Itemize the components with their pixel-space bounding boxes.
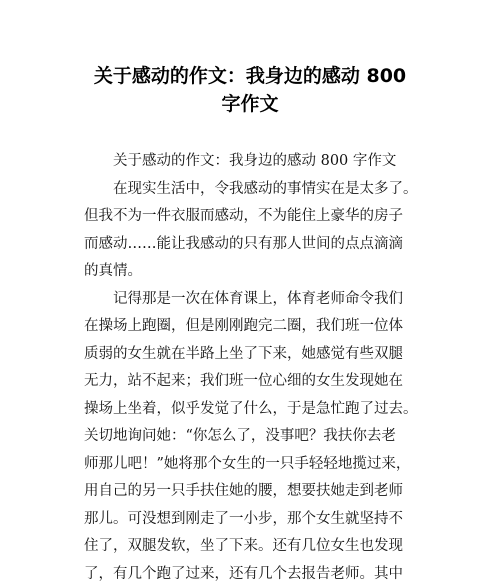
paragraph-line: 用自己的另一只手扶住她的腰，想要扶她走到老师	[84, 478, 424, 506]
intro-paragraph	[84, 148, 424, 176]
paragraph-line: 住了，双腿发软，坐了下来。还有几位女生也发现	[84, 533, 424, 561]
document-title-line-2: 字作文	[60, 90, 440, 118]
body-paragraph-1	[84, 176, 424, 286]
paragraph-line: 但我不为一件衣服而感动，不为能住上豪华的房子	[84, 203, 424, 231]
paragraph-line: 质弱的女生就在半路上坐了下来，她感觉有些双腿	[84, 341, 424, 369]
paragraph-line: 操场上坐着，似乎发觉了什么，于是急忙跑了过去。	[84, 396, 424, 424]
paragraph-line: 记得那是一次在体育课上，体育老师命令我们	[84, 286, 424, 314]
paragraph-line: 在现实生活中，令我感动的事情实在是太多了。	[84, 176, 424, 204]
paragraph-line: 师那儿吧！”她将那个女生的一只手轻轻地揽过来，	[84, 451, 424, 479]
paragraph-line: 那儿。可没想到刚走了一小步，那个女生就坚持不	[84, 506, 424, 534]
paragraph-line: 而感动……能让我感动的只有那人世间的点点滴滴	[84, 231, 424, 259]
paragraph-line: 关切地询问她：“你怎么了，没事吧？我扶你去老	[84, 423, 424, 451]
document-title-line-1: 关于感动的作文：我身边的感动 800	[60, 62, 440, 90]
body-paragraph-2	[84, 286, 424, 588]
paragraph-line: 无力，站不起来；我们班一位心细的女生发现她在	[84, 368, 424, 396]
paragraph-line: 的真情。	[84, 258, 424, 286]
paragraph-line: 了，有几个跑了过来，还有几个去报告老师。其中	[84, 561, 424, 588]
paragraph-line: 在操场上跑圈，但是刚刚跑完二圈，我们班一位体	[84, 313, 424, 341]
paragraph-line: 关于感动的作文：我身边的感动 800 字作文	[84, 148, 424, 176]
